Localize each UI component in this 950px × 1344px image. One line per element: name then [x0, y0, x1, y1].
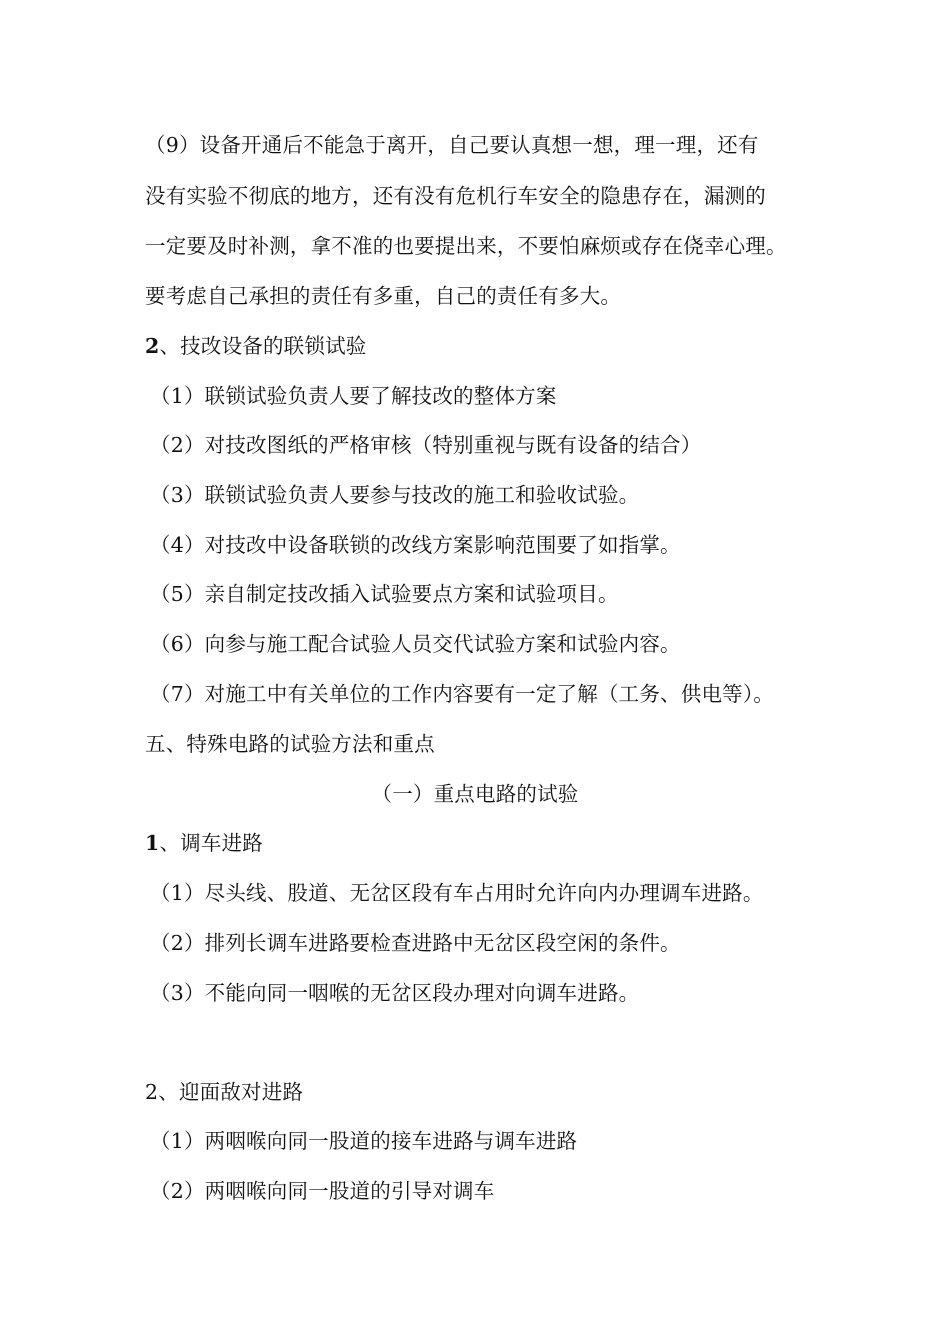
shunting-route-item-3: （3）不能向同一咽喉的无岔区段办理对向调车进路。 [150, 981, 640, 1005]
section-2-heading [145, 332, 825, 360]
opposing-route-item-1: （1）两咽喉向同一股道的接车进路与调车进路 [150, 1129, 578, 1153]
shunting-route-item-2: （2）排列长调车进路要检查进路中无岔区段空闲的条件。 [150, 931, 681, 955]
paragraph-9-line-4: 要考虑自己承担的责任有多重，自己的责任有多大。 [145, 284, 622, 308]
paragraph-9-line-3: 一定要及时补测，拿不准的也要提出来，不要怕麻烦或存在侥幸心理。 [145, 234, 787, 258]
section-2-item-7: （7）对施工中有关单位的工作内容要有一定了解（工务、供电等）。 [150, 682, 774, 706]
paragraph-9-line-1: （9）设备开通后不能急于离开，自己要认真想一想，理一理，还有 [145, 133, 759, 157]
section-2-title: 、技改设备的联锁试验 [159, 334, 367, 358]
section-2-item-5: （5）亲自制定技改插入试验要点方案和试验项目。 [150, 582, 619, 606]
paragraph-9-line-2: 没有实验不彻底的地方，还有没有危机行车安全的隐患存在，漏测的 [145, 184, 766, 208]
shunting-route-title: 、调车进路 [159, 831, 263, 855]
shunting-route-number: 1 [145, 831, 160, 855]
section-2-number: 2 [145, 334, 160, 358]
shunting-route-heading [145, 829, 825, 857]
section-2-item-6: （6）向参与施工配合试验人员交代试验方案和试验内容。 [150, 632, 681, 656]
opposing-route-item-2: （2）两咽喉向同一股道的引导对调车 [150, 1179, 495, 1203]
section-2-item-4: （4）对技改中设备联锁的改线方案影响范围要了如指掌。 [150, 533, 681, 557]
opposing-route-heading: 2、迎面敌对进路 [145, 1080, 304, 1104]
section-2-item-2: （2）对技改图纸的严格审核（特别重视与既有设备的结合） [150, 433, 702, 457]
chapter-5-subtitle: （一）重点电路的试验 [371, 782, 579, 806]
chapter-5-title: 五、特殊电路的试验方法和重点 [145, 732, 435, 756]
shunting-route-item-1: （1）尽头线、股道、无岔区段有车占用时允许向内办理调车进路。 [150, 881, 764, 905]
section-2-item-3: （3）联锁试验负责人要参与技改的施工和验收试验。 [150, 483, 640, 507]
section-2-item-1: （1）联锁试验负责人要了解技改的整体方案 [150, 384, 557, 408]
